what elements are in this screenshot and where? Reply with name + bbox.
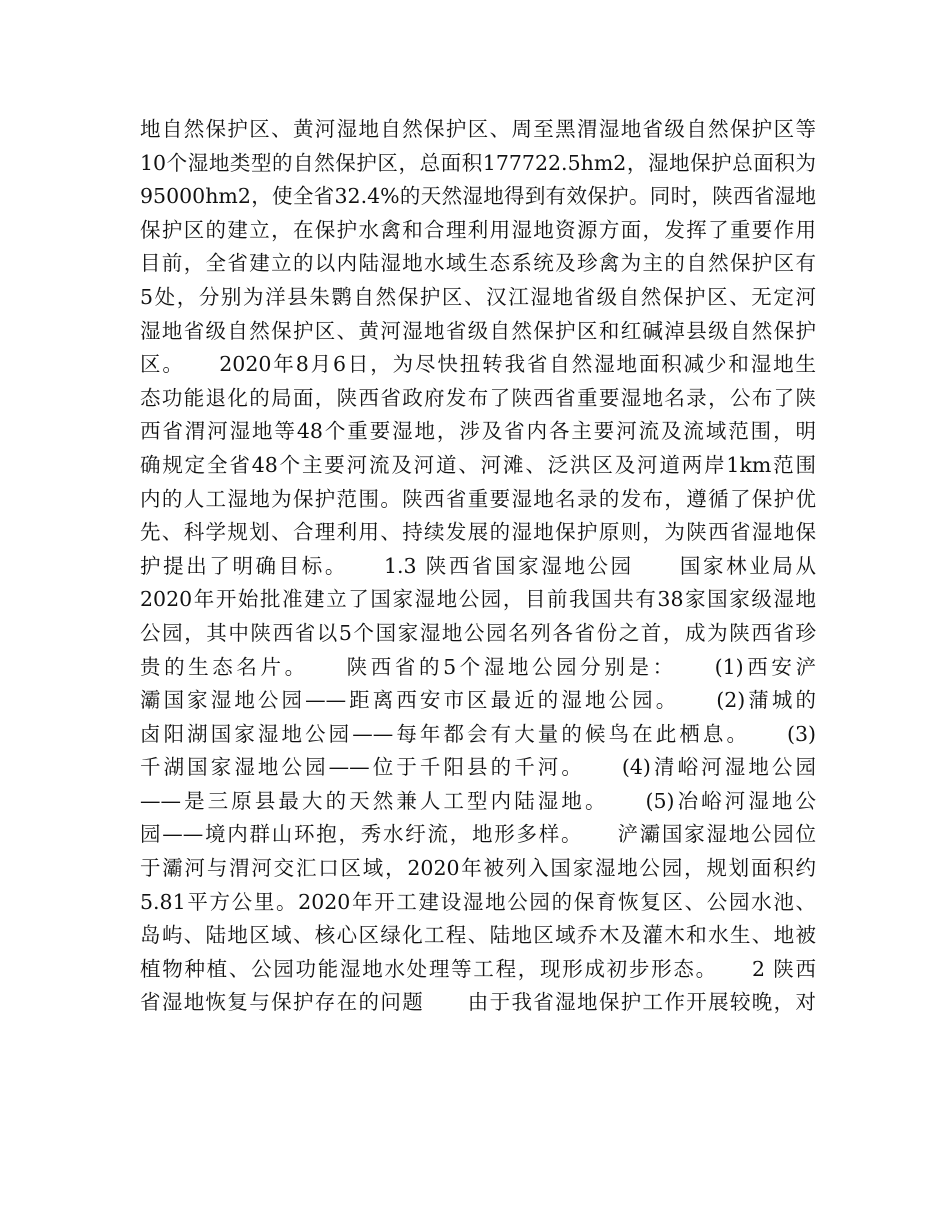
- text-line: 湿地省级自然保护区、黄河湿地省级自然保护区和红碱淖县级自然保护: [140, 318, 816, 343]
- text-line: 卤阳湖国家湿地公园——每年都会有大量的候鸟在此栖息。 (3): [140, 721, 816, 746]
- text-line: 10个湿地类型的自然保护区，总面积177722.5hm2，湿地保护总面积为: [140, 150, 816, 175]
- text-line: ——是三原县最大的天然兼人工型内陆湿地。 (5)冶峪河湿地公: [140, 788, 816, 813]
- text-line: 贵的生态名片。 陕西省的5个湿地公园分别是： (1)西安浐: [140, 654, 816, 679]
- text-line: 护提出了明确目标。 1.3 陕西省国家湿地公园 国家林业局从: [140, 553, 816, 578]
- text-line: 内的人工湿地为保护范围。陕西省重要湿地名录的发布，遵循了保护优: [140, 486, 816, 511]
- text-line: 园——境内群山环抱，秀水纡流，地形多样。 浐灞国家湿地公园位: [140, 822, 816, 847]
- text-line: 保护区的建立，在保护水禽和合理利用湿地资源方面，发挥了重要作用: [140, 217, 816, 242]
- text-line: 5处，分别为洋县朱鹮自然保护区、汉江湿地省级自然保护区、无定河: [140, 284, 816, 309]
- text-line: 先、科学规划、合理利用、持续发展的湿地保护原则，为陕西省湿地保: [140, 520, 816, 545]
- text-line: 植物种植、公园功能湿地水处理等工程，现形成初步形态。 2 陕西: [140, 956, 816, 981]
- text-line: 态功能退化的局面，陕西省政府发布了陕西省重要湿地名录，公布了陕: [140, 385, 816, 410]
- text-line: 西省渭河湿地等48个重要湿地，涉及省内各主要河流及流域范围，明: [140, 419, 816, 444]
- text-line: 2020年开始批准建立了国家湿地公园，目前我国共有38家国家级湿地: [140, 587, 816, 612]
- text-line: 95000hm2，使全省32.4%的天然湿地得到有效保护。同时，陕西省湿地: [140, 184, 816, 209]
- text-line: 公园，其中陕西省以5个国家湿地公园名列各省份之首，成为陕西省珍: [140, 620, 816, 645]
- document-page: [140, 113, 816, 1020]
- text-line: 确规定全省48个主要河流及河道、河滩、泛洪区及河道两岸1km范围: [140, 452, 816, 477]
- text-line: 目前，全省建立的以内陆湿地水域生态系统及珍禽为主的自然保护区有: [140, 251, 816, 276]
- text-line: 于灞河与渭河交汇口区域，2020年被列入国家湿地公园，规划面积约: [140, 856, 816, 881]
- text-line: 千湖国家湿地公园——位于千阳县的千河。 (4)清峪河湿地公园: [140, 755, 816, 780]
- text-line: 灞国家湿地公园——距离西安市区最近的湿地公园。 (2)蒲城的: [140, 688, 816, 713]
- text-line: 地自然保护区、黄河湿地自然保护区、周至黑渭湿地省级自然保护区等: [140, 117, 816, 141]
- text-line: 5.81平方公里。2020年开工建设湿地公园的保育恢复区、公园水池、: [140, 889, 816, 914]
- text-line: 区。 2020年8月6日，为尽快扭转我省自然湿地面积减少和湿地生: [140, 352, 816, 377]
- text-line: 省湿地恢复与保护存在的问题 由于我省湿地保护工作开展较晚，对: [140, 990, 816, 1015]
- text-line: 岛屿、陆地区域、核心区绿化工程、陆地区域乔木及灌木和水生、地被: [140, 923, 816, 948]
